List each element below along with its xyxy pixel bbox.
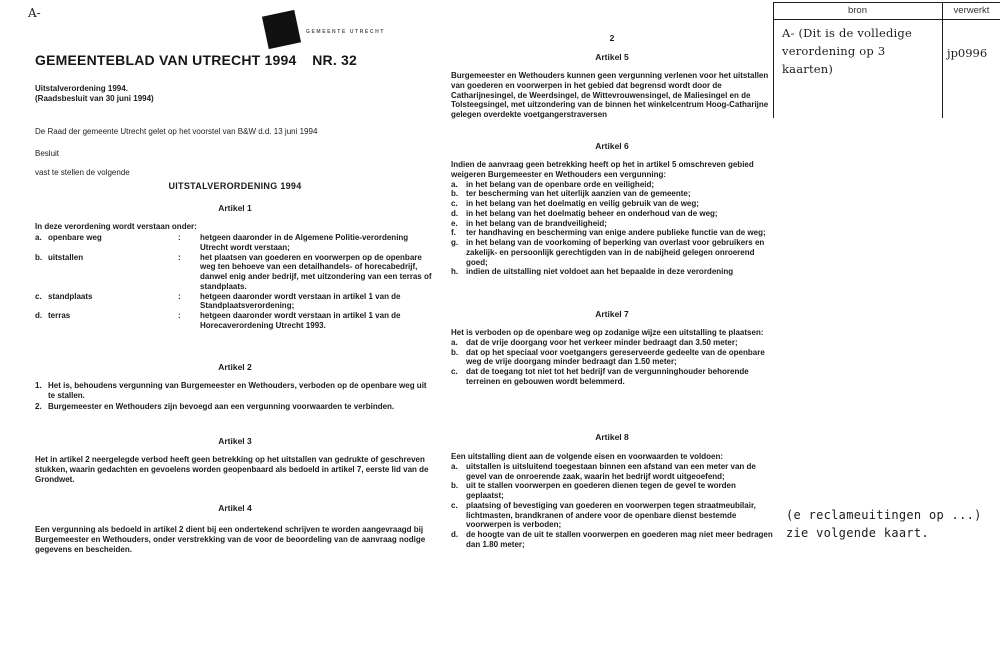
- lettered-item: [451, 219, 773, 229]
- definition-term: standplaats: [48, 291, 93, 301]
- article-7-heading: Artikel 7: [595, 309, 629, 319]
- item-letter: h.: [451, 267, 459, 277]
- typewriter-note-line-1: (e reclameuitingen op ...): [786, 508, 982, 522]
- definition-letter: b.: [35, 252, 43, 262]
- vast-te-stellen-line: vast te stellen de volgende: [35, 168, 130, 177]
- table-left-border: [773, 2, 774, 118]
- subtitle-line-1: Uitstalverordening 1994.: [35, 84, 128, 93]
- lettered-item: [451, 238, 773, 267]
- masthead-row: [35, 52, 357, 68]
- article-7-intro: Het is verboden op de openbare weg op zodanige wijze een uitstalling te plaatsen:: [451, 328, 764, 337]
- definition-colon: :: [178, 291, 181, 301]
- definition-colon: :: [178, 311, 181, 320]
- definition-term: openbare weg: [48, 233, 102, 242]
- lettered-item: [451, 367, 773, 387]
- item-letter: b.: [451, 189, 459, 199]
- definition-text: hetgeen daaronder in de Algemene Politie-verordening Utrecht wordt verstaan;: [200, 233, 409, 252]
- definition-colon: :: [178, 233, 181, 242]
- item-text: Het is, behoudens vergunning van Burgemeester en Wethouders, verboden op de openbare weg uit te stallen.: [48, 381, 427, 400]
- verwerkt-column-header: verwerkt: [953, 5, 990, 16]
- table-top-border: [773, 2, 1000, 3]
- article-8-content: [451, 452, 773, 550]
- ordinance-title: UITSTALVERORDENING 1994: [168, 181, 302, 191]
- typewriter-note: [786, 506, 982, 542]
- bron-column-header: bron: [847, 5, 867, 16]
- item-letter: a.: [451, 337, 458, 347]
- item-text: dat de toegang tot niet tot het bedrijf van de vergunninghouder behorende terreinen en gebouwen wordt belemmerd.: [466, 367, 749, 386]
- item-letter: g.: [451, 238, 459, 247]
- definition-letter: a.: [35, 233, 42, 242]
- article-1-intro: In deze verordening wordt verstaan onder:: [35, 222, 197, 231]
- lettered-item: [451, 209, 773, 219]
- item-text: Burgemeester en Wethouders zijn bevoegd aan een vergunning voorwaarden te verbinden.: [48, 401, 395, 411]
- article-3-body: Het in artikel 2 neergelegde verbod heeft geen betrekking op het uitstallen van gedrukte of geschreven stukken, waarin gedachten en gevoelens worden geopenbaard als bedoeld in artikel 7, eerste lid van de Grondwet.: [35, 455, 429, 484]
- item-letter: c.: [451, 199, 458, 208]
- item-number: 1.: [35, 381, 42, 390]
- definition-letter: c.: [35, 291, 42, 301]
- definition-row: [35, 292, 435, 312]
- item-letter: a.: [451, 461, 458, 471]
- item-letter: d.: [451, 208, 459, 218]
- item-text: de hoogte van de uit te stallen voorwerpen en goederen mag niet meer bedragen dan 1.80 meter;: [466, 530, 773, 549]
- lettered-item: [451, 267, 773, 277]
- gemeente-utrecht-logo-icon: [262, 10, 301, 49]
- item-letter: b.: [451, 347, 459, 357]
- definition-colon: :: [178, 252, 181, 262]
- article-2-heading: Artikel 2: [218, 362, 252, 372]
- issue-number: NR. 32: [312, 52, 357, 68]
- numbered-item: [35, 381, 435, 401]
- item-letter: f.: [451, 228, 456, 238]
- lettered-item: [451, 481, 773, 501]
- definition-row: [35, 233, 435, 253]
- article-5-heading: Artikel 5: [595, 52, 629, 62]
- article-1-definitions: [35, 233, 435, 331]
- item-letter: a.: [451, 179, 458, 189]
- definition-text: het plaatsen van goederen en voorwerpen op de openbare weg ten behoeve van een detailhandels- of horecabedrijf, danwel enig ander bedrijf, met uitzondering van een terras of standplaats.: [200, 252, 432, 291]
- item-text: uit te stallen voorwerpen en goederen dienen tegen de gevel te worden geplaatst;: [466, 481, 736, 500]
- item-text: in het belang van de voorkoming of beperking van overlast voor gebruikers en zakelijk- en persoonlijk gerechtigden van in de nabijheid gelegen onroerend goed;: [466, 238, 765, 267]
- article-8-heading: Artikel 8: [595, 432, 629, 442]
- item-letter: e.: [451, 218, 458, 228]
- item-letter: d.: [451, 530, 459, 539]
- definition-row: [35, 253, 435, 292]
- verwerkt-handwritten-entry: jp0996: [947, 46, 988, 60]
- item-letter: c.: [451, 500, 458, 510]
- article-5-body: Burgemeester en Wethouders kunnen geen vergunning verlenen voor het uitstallen van goederen en voorwerpen in het gebied dat begrensd wordt door de Catharijnesingel, de Weerdsingel, de Wittevrouwensingel, de Maliesingel en de Tolsteegsingel, met uitzondering van de binnen het winkelcentrum Hoog-Catharijne gelegen overdekte voetgangerstraversen: [451, 71, 769, 119]
- item-text: ter handhaving en bescherming van enige andere publieke functie van de weg;: [466, 228, 766, 238]
- table-header-border: [773, 19, 1000, 20]
- item-text: in het belang van het doelmatig en veilig gebruik van de weg;: [466, 199, 699, 208]
- corner-mark: A-: [28, 6, 41, 20]
- item-text: uitstallen is uitsluitend toegestaan binnen een afstand van een meter van de gevel van de onroerende zaak, waarin het bedrijf wordt uitgeoefend;: [466, 461, 756, 481]
- lettered-item: [451, 530, 773, 550]
- lettered-item: [451, 199, 773, 209]
- article-6-heading: Artikel 6: [595, 141, 629, 151]
- page-number: 2: [609, 33, 615, 43]
- article-6-intro: Indien de aanvraag geen betrekking heeft op het in artikel 5 omschreven gebied weigeren Burgemeester en Wethouders een vergunning:: [451, 160, 754, 179]
- typewriter-note-line-2: zie volgende kaart.: [786, 526, 929, 540]
- article-1-heading: Artikel 1: [218, 203, 252, 213]
- item-text: indien de uitstalling niet voldoet aan het bepaalde in deze verordening: [466, 267, 734, 277]
- item-text: in het belang van de brandveiligheid;: [466, 218, 607, 228]
- bron-handwritten-entry: [782, 25, 940, 78]
- article-6-content: [451, 160, 773, 277]
- item-number: 2.: [35, 401, 42, 411]
- item-letter: c.: [451, 367, 458, 376]
- article-3-heading: Artikel 3: [218, 436, 252, 446]
- definition-text: hetgeen daaronder wordt verstaan in artikel 1 van de Horecaverordening Utrecht 1993.: [200, 311, 401, 330]
- definition-text: hetgeen daaronder wordt verstaan in artikel 1 van de Standplaatsverordening;: [200, 291, 401, 311]
- council-intro-line: De Raad der gemeente Utrecht gelet op het voorstel van B&W d.d. 13 juni 1994: [35, 127, 318, 136]
- item-text: plaatsing of bevestiging van goederen en voorwerpen tegen straatmeubilair, lichtmasten, brandkranen of andere voor de openbare dienst bestemde voorwerpen is verboden;: [466, 500, 756, 530]
- definition-row: [35, 311, 435, 331]
- article-7-content: [451, 328, 773, 387]
- article-8-intro: Een uitstalling dient aan de volgende eisen en voorwaarden te voldoen:: [451, 452, 724, 461]
- lettered-item: [451, 180, 773, 190]
- item-text: in het belang van het doelmatig beheer en onderhoud van de weg;: [466, 208, 718, 218]
- table-column-divider: [942, 2, 943, 118]
- lettered-item: [451, 348, 773, 368]
- article-2-items: [35, 381, 435, 412]
- masthead-title: GEMEENTEBLAD VAN UTRECHT 1994: [35, 52, 297, 68]
- definition-term: uitstallen: [48, 252, 84, 262]
- article-4-heading: Artikel 4: [218, 503, 252, 513]
- lettered-item: [451, 189, 773, 199]
- item-letter: b.: [451, 481, 459, 491]
- ordinance-subtitle: [35, 84, 154, 104]
- definition-term: terras: [48, 311, 71, 320]
- item-text: dat de vrije doorgang voor het verkeer minder bedraagt dan 3.50 meter;: [466, 337, 738, 347]
- subtitle-line-2: (Raadsbesluit van 30 juni 1994): [35, 94, 154, 103]
- lettered-item: [451, 338, 773, 348]
- bron-entry-line-2: verordening op 3 kaarten): [782, 43, 886, 76]
- lettered-item: [451, 462, 773, 482]
- logo-text: GEMEENTE UTRECHT: [306, 29, 385, 35]
- lettered-item: [451, 501, 773, 530]
- besluit-line: Besluit: [35, 149, 60, 158]
- item-text: in het belang van de openbare orde en veiligheid;: [466, 179, 655, 189]
- article-4-body: Een vergunning als bedoeld in artikel 2 dient bij een ondertekend schrijven te worden aangevraagd bij Burgemeester en Wethouders, onder verstrekking van de voor de beoordeling van de aanvraag nodige gegevens en bescheiden.: [35, 525, 426, 554]
- definition-letter: d.: [35, 311, 43, 320]
- item-text: ter bescherming van het uiterlijk aanzien van de gemeente;: [466, 189, 691, 199]
- lettered-item: [451, 228, 773, 238]
- bron-entry-line-1: A- (Dit is de volledige: [782, 26, 912, 40]
- item-text: dat op het speciaal voor voetgangers gereserveerde gedeelte van de openbare weg de vrije doorgang minder bedraagt dan 1.50 meter;: [466, 347, 765, 367]
- numbered-item: [35, 402, 435, 412]
